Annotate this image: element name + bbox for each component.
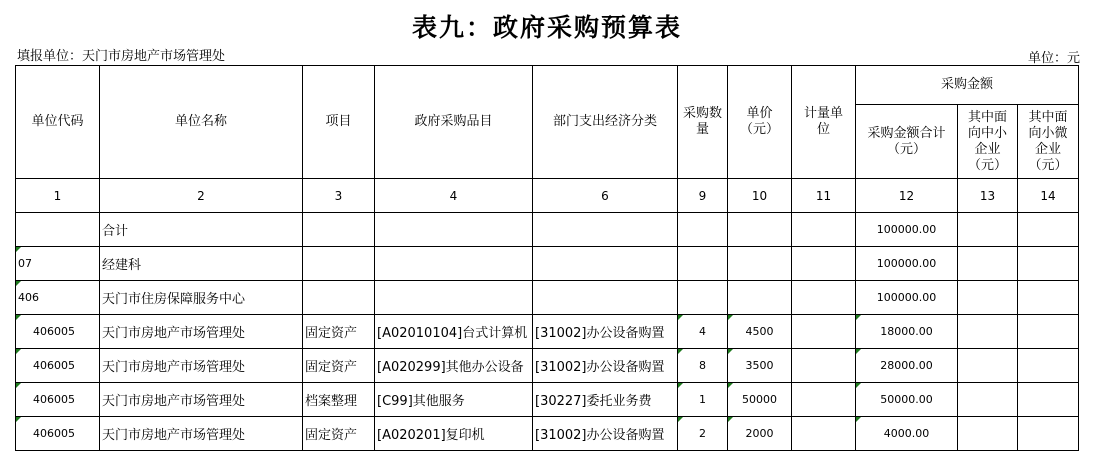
column-number: 2 (100, 179, 303, 213)
unit-name-cell: 天门市房地产市场管理处 (100, 383, 303, 417)
measure-unit-cell (792, 281, 856, 315)
unit-code-cell: 406005 (16, 349, 100, 383)
project-cell (303, 281, 375, 315)
measure-unit-cell (792, 315, 856, 349)
quantity-cell: 8 (678, 349, 728, 383)
header-amount-total: 采购金额合计（元） (856, 105, 958, 179)
unit-name-cell: 天门市房地产市场管理处 (100, 349, 303, 383)
header-unit-price: 单价（元） (728, 66, 792, 179)
unit-name-cell: 天门市房地产市场管理处 (100, 315, 303, 349)
sme-cell (958, 349, 1018, 383)
header-unit-name: 单位名称 (100, 66, 303, 179)
column-number: 3 (303, 179, 375, 213)
measure-unit-cell (792, 349, 856, 383)
column-number: 6 (533, 179, 678, 213)
sme-cell (958, 417, 1018, 451)
unit-code-cell: 406005 (16, 383, 100, 417)
quantity-cell (678, 281, 728, 315)
gov-item-cell: [A02010104]台式计算机 (375, 315, 533, 349)
gov-item-cell (375, 213, 533, 247)
table-row (16, 247, 1079, 281)
unit-code-cell: 406 (16, 281, 100, 315)
unit-name-cell: 天门市住房保障服务中心 (100, 281, 303, 315)
page-title: 表九：政府采购预算表 (411, 13, 682, 42)
gov-item-cell (375, 281, 533, 315)
project-cell: 固定资产 (303, 349, 375, 383)
unit-price-cell: 2000 (728, 417, 792, 451)
econ-class-cell (533, 281, 678, 315)
unit-price-cell: 3500 (728, 349, 792, 383)
column-number: 11 (792, 179, 856, 213)
unit-name-cell: 经建科 (100, 247, 303, 281)
column-number: 1 (16, 179, 100, 213)
table-row (16, 281, 1079, 315)
measure-unit-cell (792, 417, 856, 451)
econ-class-cell: [31002]办公设备购置 (533, 349, 678, 383)
measure-unit-cell (792, 213, 856, 247)
micro-cell (1018, 247, 1079, 281)
table-row (16, 383, 1079, 417)
gov-item-cell: [A020299]其他办公设备 (375, 349, 533, 383)
header-gov-item: 政府采购品目 (375, 66, 533, 179)
gov-item-cell: [C99]其他服务 (375, 383, 533, 417)
header-row-1 (16, 66, 1079, 105)
header-micro: 其中面向小微企业（元） (1018, 105, 1079, 179)
micro-cell (1018, 213, 1079, 247)
econ-class-cell: [30227]委托业务费 (533, 383, 678, 417)
amount-total-cell: 28000.00 (856, 349, 958, 383)
quantity-cell (678, 247, 728, 281)
quantity-cell: 4 (678, 315, 728, 349)
column-number-row (16, 179, 1079, 213)
project-cell: 固定资产 (303, 315, 375, 349)
procurement-budget-table (15, 65, 1079, 451)
column-number: 13 (958, 179, 1018, 213)
unit-code-cell: 07 (16, 247, 100, 281)
sme-cell (958, 383, 1018, 417)
project-cell: 固定资产 (303, 417, 375, 451)
unit-name-cell: 天门市房地产市场管理处 (100, 417, 303, 451)
project-cell (303, 213, 375, 247)
quantity-cell (678, 213, 728, 247)
header-econ-class: 部门支出经济分类 (533, 66, 678, 179)
quantity-cell: 2 (678, 417, 728, 451)
column-number: 12 (856, 179, 958, 213)
unit-price-cell (728, 247, 792, 281)
unit-code-cell: 406005 (16, 417, 100, 451)
table-row (16, 315, 1079, 349)
unit-price-cell (728, 281, 792, 315)
currency-unit: 单位：元 (1027, 51, 1080, 66)
sme-cell (958, 213, 1018, 247)
micro-cell (1018, 417, 1079, 451)
micro-cell (1018, 281, 1079, 315)
amount-total-cell: 18000.00 (856, 315, 958, 349)
table-row (16, 417, 1079, 451)
amount-total-cell: 50000.00 (856, 383, 958, 417)
micro-cell (1018, 315, 1079, 349)
unit-code-cell (16, 213, 100, 247)
header-unit-code: 单位代码 (16, 66, 100, 179)
amount-total-cell: 100000.00 (856, 213, 958, 247)
sme-cell (958, 315, 1018, 349)
quantity-cell: 1 (678, 383, 728, 417)
header-purchase-amount: 采购金额 (856, 66, 1079, 105)
sme-cell (958, 247, 1018, 281)
header-measure-unit: 计量单位 (792, 66, 856, 179)
header-quantity: 采购数量 (678, 66, 728, 179)
column-number: 14 (1018, 179, 1079, 213)
table-row (16, 213, 1079, 247)
unit-price-cell (728, 213, 792, 247)
measure-unit-cell (792, 247, 856, 281)
micro-cell (1018, 383, 1079, 417)
amount-total-cell: 100000.00 (856, 247, 958, 281)
sme-cell (958, 281, 1018, 315)
unit-code-cell: 406005 (16, 315, 100, 349)
header-sme: 其中面向中小企业（元） (958, 105, 1018, 179)
project-cell (303, 247, 375, 281)
unit-price-cell: 4500 (728, 315, 792, 349)
econ-class-cell: [31002]办公设备购置 (533, 417, 678, 451)
micro-cell (1018, 349, 1079, 383)
table-body (16, 213, 1079, 451)
measure-unit-cell (792, 383, 856, 417)
column-number: 10 (728, 179, 792, 213)
econ-class-cell (533, 213, 678, 247)
filing-unit: 填报单位：天门市房地产市场管理处 (17, 49, 226, 64)
gov-item-cell: [A020201]复印机 (375, 417, 533, 451)
project-cell: 档案整理 (303, 383, 375, 417)
unit-name-cell: 合计 (100, 213, 303, 247)
table-row (16, 349, 1079, 383)
column-number: 4 (375, 179, 533, 213)
column-number: 9 (678, 179, 728, 213)
amount-total-cell: 100000.00 (856, 281, 958, 315)
econ-class-cell: [31002]办公设备购置 (533, 315, 678, 349)
unit-price-cell: 50000 (728, 383, 792, 417)
header-project: 项目 (303, 66, 375, 179)
amount-total-cell: 4000.00 (856, 417, 958, 451)
econ-class-cell (533, 247, 678, 281)
gov-item-cell (375, 247, 533, 281)
